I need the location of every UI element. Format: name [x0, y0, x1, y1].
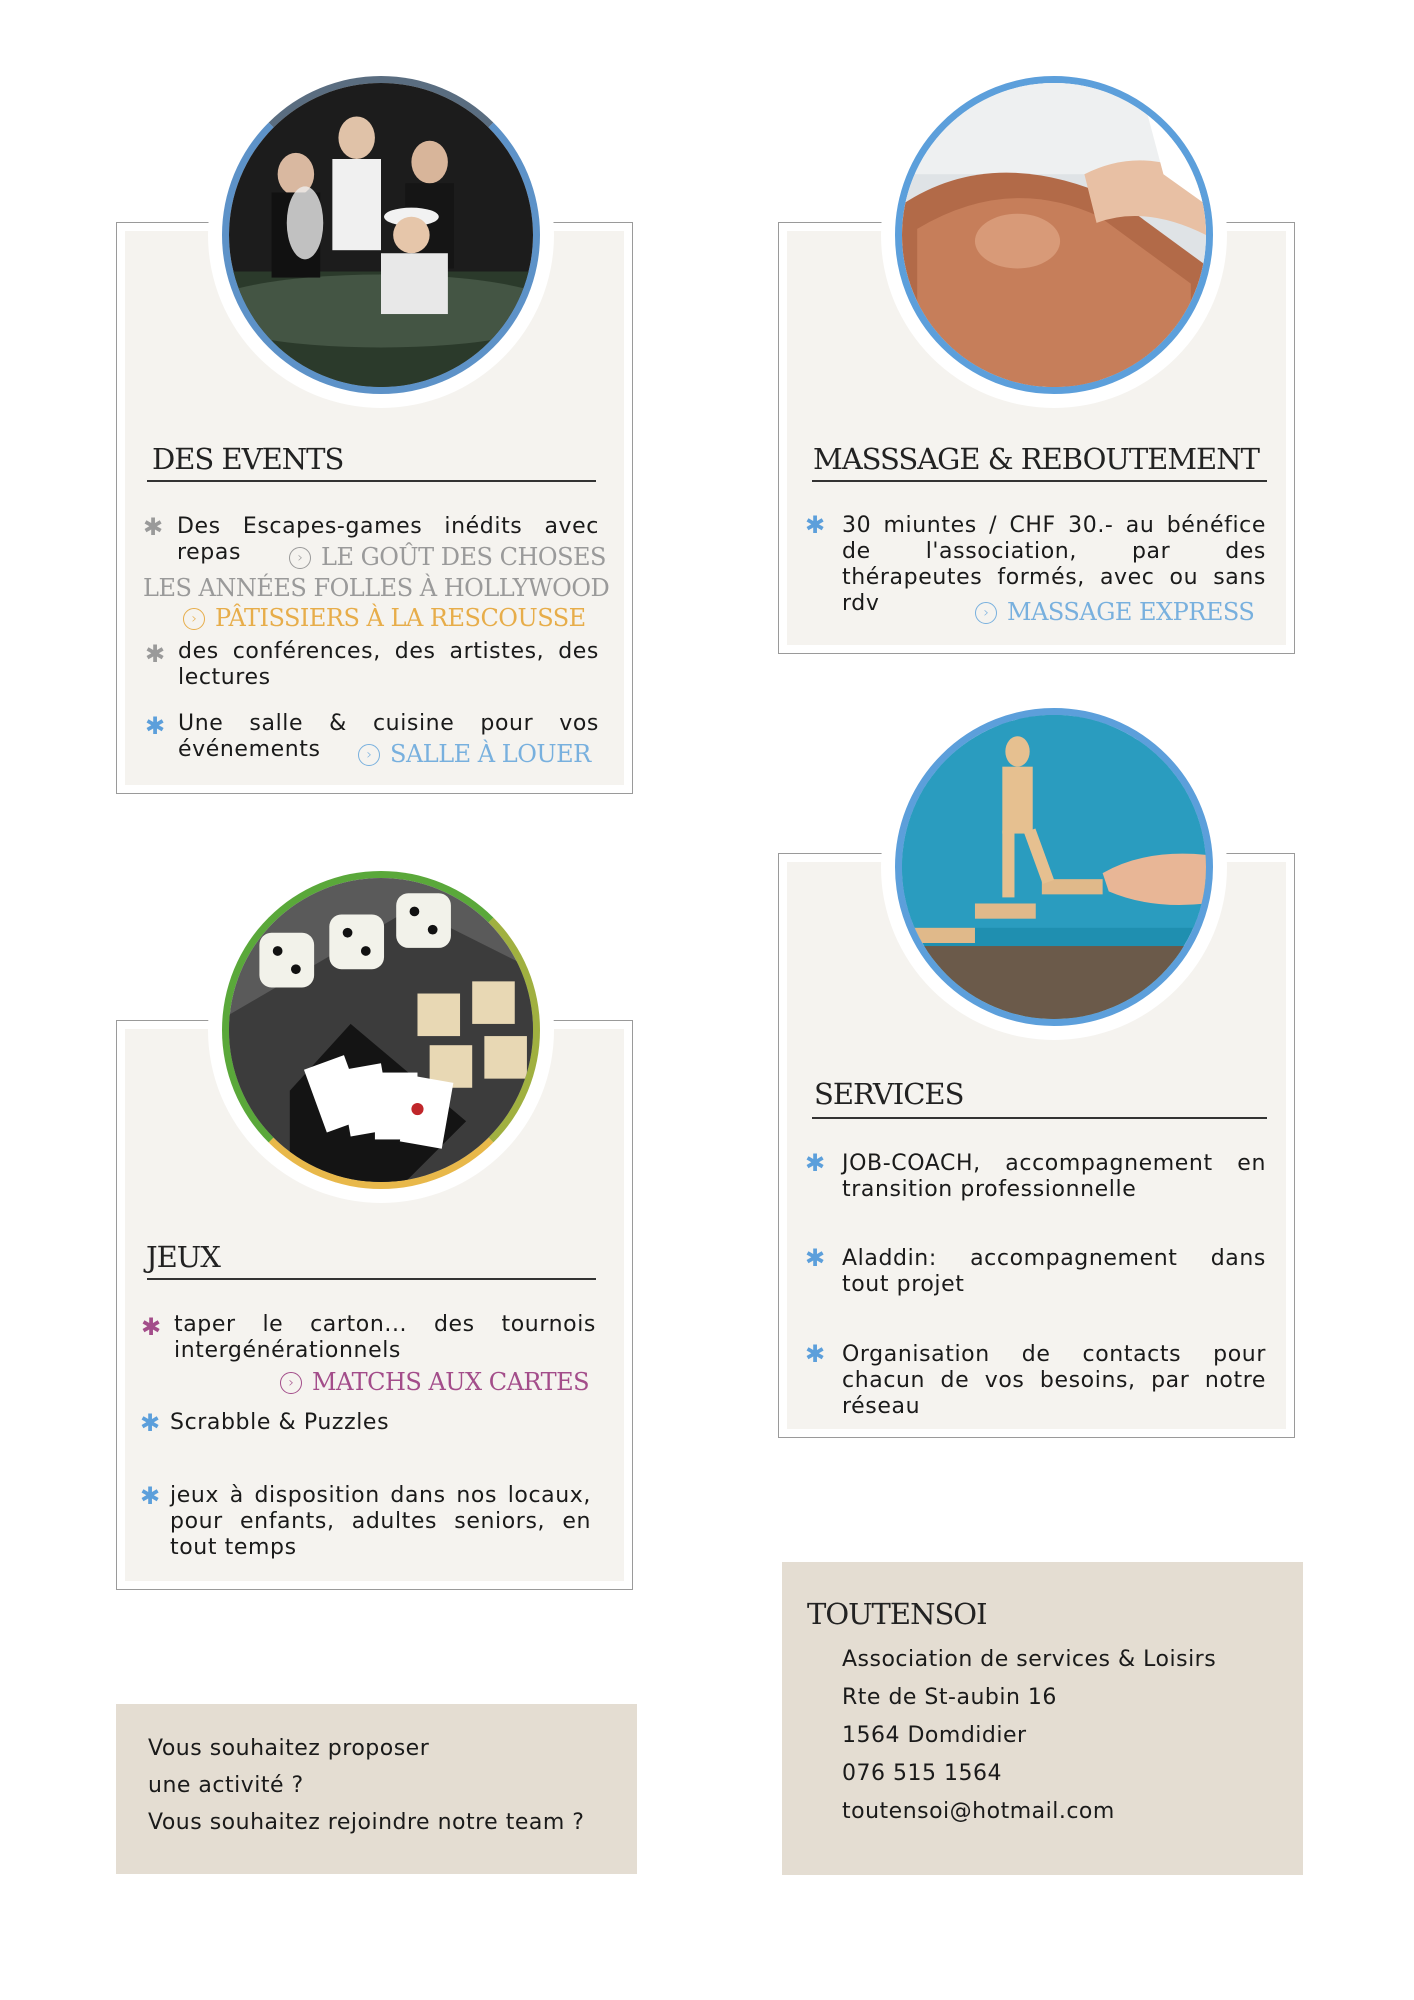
link-patissiers[interactable] — [183, 604, 586, 632]
star-icon: ✱ — [805, 1149, 826, 1177]
link-label: MATCHS AUX CARTES — [312, 1368, 590, 1396]
star-icon: ✱ — [805, 511, 826, 539]
jeux-item-taper-le-carton: taper le carton... des tournois intergénérationnels — [174, 1312, 596, 1363]
star-icon: ✱ — [140, 1409, 161, 1437]
services-item-job-coach: JOB-COACH, accompagnement en transition professionnelle — [842, 1151, 1266, 1202]
massage-title-rule — [812, 480, 1267, 482]
star-icon: ✱ — [805, 1244, 826, 1272]
chevron-right-icon: › — [975, 602, 997, 624]
star-icon: ✱ — [145, 640, 166, 668]
massage-item-30-minutes: 30 miuntes / CHF 30.- au bénéfice de l'association, par des thérapeutes formés, avec ou sans rdv — [842, 513, 1266, 616]
propose-line-1: Vous souhaitez proposer — [148, 1736, 430, 1761]
star-icon: ✱ — [145, 712, 166, 740]
events-photo-frame — [208, 62, 554, 408]
link-label: LE GOÛT DES CHOSES — [321, 543, 606, 571]
star-icon: ✱ — [140, 1482, 161, 1510]
chevron-right-icon: › — [280, 1372, 302, 1394]
services-title-rule — [812, 1117, 1267, 1119]
chevron-right-icon: › — [289, 547, 311, 569]
jeux-title: JEUX — [146, 1240, 220, 1274]
events-title-rule — [147, 480, 596, 482]
star-icon: ✱ — [143, 513, 164, 541]
jeux-item-scrabble: Scrabble & Puzzles — [170, 1410, 390, 1435]
propose-line-2: une activité ? — [148, 1773, 304, 1798]
star-icon: ✱ — [141, 1313, 162, 1341]
massage-photo-frame — [881, 62, 1227, 408]
services-item-aladdin: Aladdin: accompagnement dans tout projet — [842, 1246, 1266, 1297]
services-photo — [895, 708, 1213, 1026]
events-photo — [222, 76, 540, 394]
services-photo-frame — [881, 694, 1227, 1040]
contact-address: Rte de St-aubin 16 — [842, 1685, 1057, 1710]
contact-email[interactable]: toutensoi@hotmail.com — [842, 1799, 1115, 1824]
jeux-photo — [222, 871, 540, 1189]
link-label: SALLE À LOUER — [390, 740, 591, 768]
jeux-item-jeux-a-disposition: jeux à disposition dans nos locaux, pour enfants, adultes seniors, en tout temps — [170, 1483, 591, 1560]
link-massage-express[interactable] — [975, 598, 1254, 626]
star-icon: ✱ — [805, 1340, 826, 1368]
link-salle-a-louer[interactable] — [358, 740, 591, 768]
events-item-conferences: des conférences, des artistes, des lectures — [178, 639, 599, 690]
chevron-right-icon: › — [358, 744, 380, 766]
services-title: SERVICES — [814, 1077, 964, 1111]
link-gout-des-choses[interactable] — [289, 543, 606, 571]
link-annees-folles[interactable] — [143, 574, 609, 602]
events-item-salle: Une salle & cuisine pour vos événements — [178, 711, 599, 762]
services-item-organisation: Organisation de contacts pour chacun de vos besoins, par notre réseau — [842, 1342, 1266, 1419]
link-matchs-aux-cartes[interactable] — [280, 1368, 589, 1396]
events-item-escape-games: Des Escapes-games inédits avec repas — [177, 514, 599, 565]
link-label: MASSAGE EXPRESS — [1007, 598, 1255, 626]
link-label: PÂTISSIERS À LA RESCOUSSE — [215, 604, 586, 632]
jeux-title-rule — [147, 1278, 596, 1280]
massage-photo — [895, 76, 1213, 394]
massage-title: MASSSAGE & REBOUTEMENT — [813, 442, 1259, 476]
contact-city: 1564 Domdidier — [842, 1723, 1027, 1748]
link-label: LES ANNÉES FOLLES À HOLLYWOOD — [143, 574, 610, 602]
contact-title: TOUTENSOI — [807, 1597, 987, 1631]
propose-line-3: Vous souhaitez rejoindre notre team ? — [148, 1810, 585, 1835]
jeux-photo-frame — [208, 857, 554, 1203]
chevron-right-icon: › — [183, 608, 205, 630]
contact-phone[interactable]: 076 515 1564 — [842, 1761, 1002, 1786]
events-title: DES EVENTS — [152, 442, 344, 476]
contact-association: Association de services & Loisirs — [842, 1647, 1217, 1672]
